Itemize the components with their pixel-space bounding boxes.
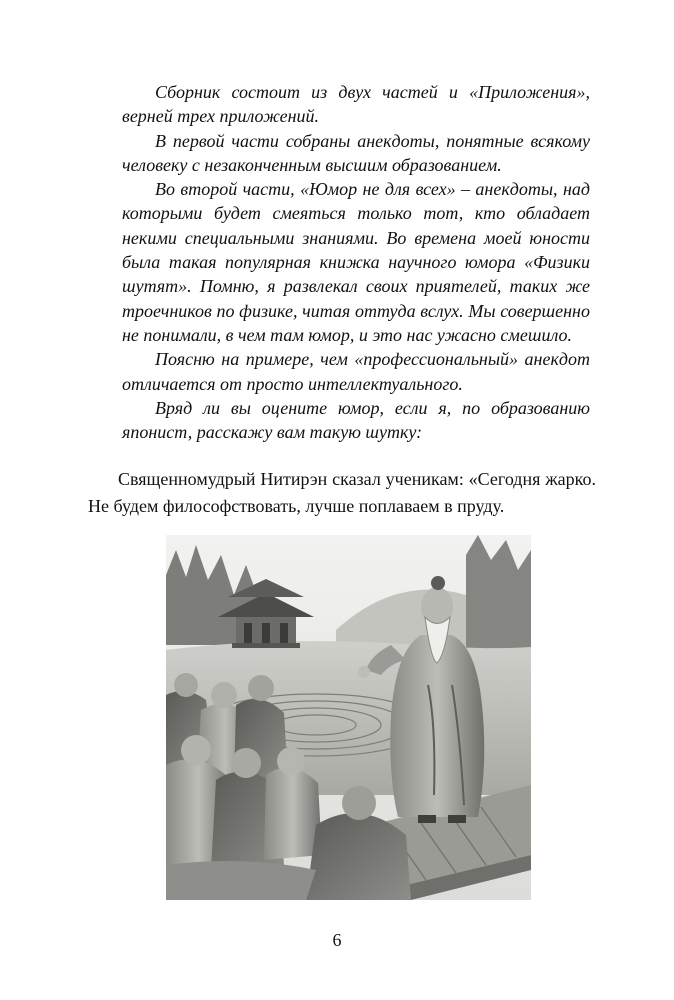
intro-paragraph-5: Вряд ли вы оцените юмор, если я, по образованию японист, расскажу вам такую шутку: — [122, 397, 590, 443]
intro-paragraph-4: Поясню на примере, чем «профессиональный» анекдот отличается от просто интеллектуального. — [122, 349, 590, 394]
intro-text — [122, 80, 590, 444]
intro-paragraph-1: Сборник состоит из двух частей и «Приложения», верней трех приложений. — [122, 82, 590, 127]
anecdote-paragraph: Священномудрый Нитирэн сказал ученикам: «Сегодня жарко. Не будем философствовать, лучше поплаваем в пруду. — [88, 469, 596, 516]
anecdote-text — [88, 466, 596, 520]
intro-paragraph-3: Во второй части, «Юмор не для всех» – анекдоты, над которыми будет смеяться только тот, кто обладает некими специальными знаниями. Во времена моей юности была такая популярная книжка научного юмора «Физики шутят». Помню, я развлекал своих приятелей, таких же троечников по физике, читая оттуда вслух. Мы совершенно не понимали, в чем там юмор, и это нас ужасно смешило. — [122, 179, 590, 345]
intro-paragraph-2: В первой части собраны анекдоты, понятные всякому человеку с незаконченным высшим образованием. — [122, 130, 590, 175]
page-number: 6 — [332, 930, 342, 950]
illustration-monk-teaching-disciples — [166, 535, 531, 900]
foreground-ground — [166, 861, 316, 900]
